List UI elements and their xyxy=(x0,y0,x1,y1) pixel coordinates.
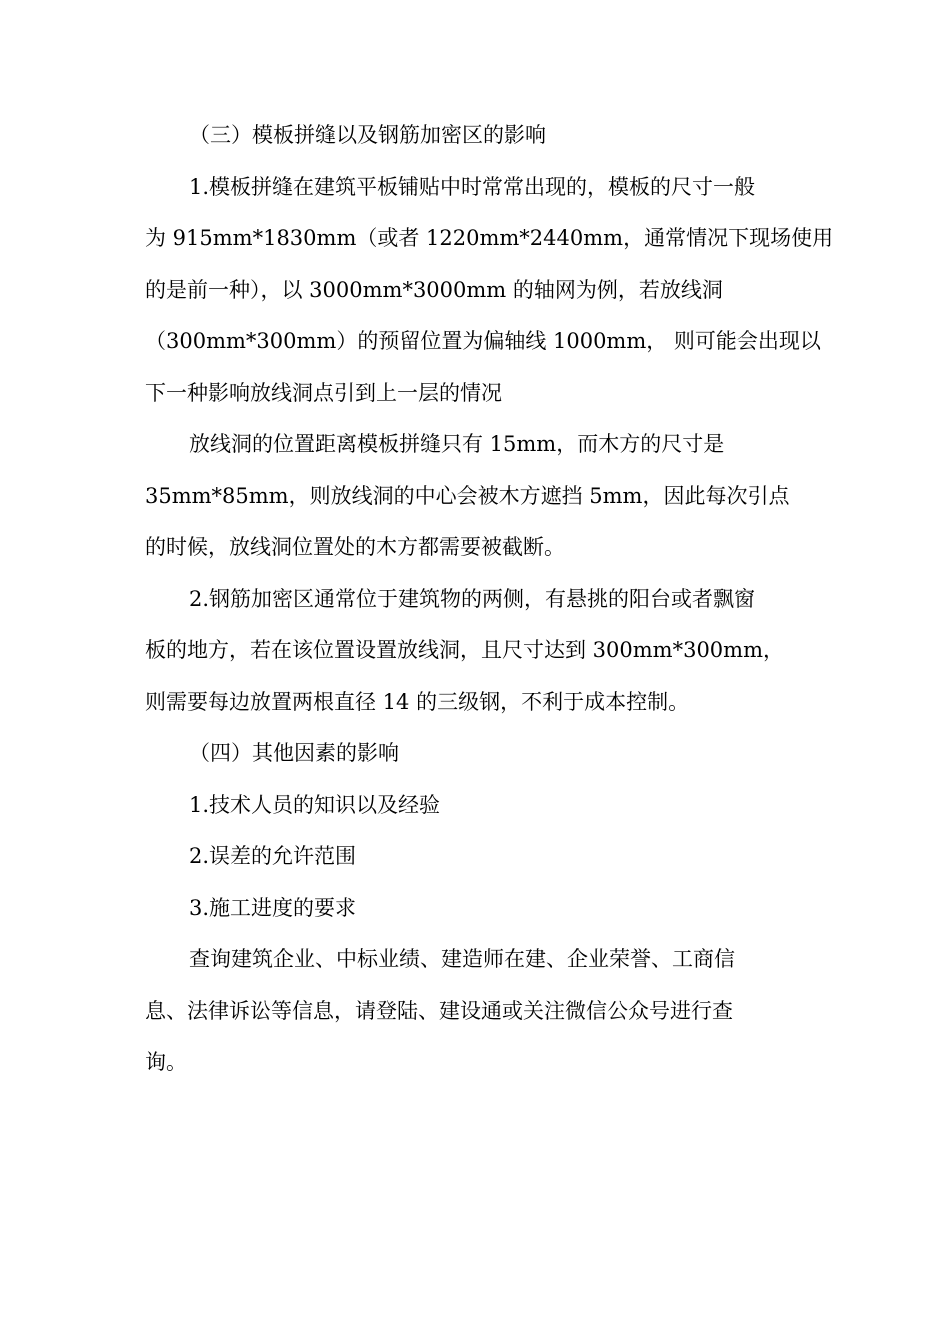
paragraph-line: 的时候，放线洞位置处的木方都需要被截断。 xyxy=(145,535,565,559)
paragraph-rebar-dense-zone xyxy=(145,574,815,729)
paragraph-line: 下一种影响放线洞点引到上一层的情况 xyxy=(145,380,502,405)
list-item xyxy=(145,780,815,832)
paragraph-line: 放线洞的位置距离模板拼缝只有 15mm，而木方的尺寸是 xyxy=(189,432,725,456)
paragraph-line: 35mm*85mm，则放线洞的中心会被木方遮挡 5mm，因此每次引点 xyxy=(145,483,790,508)
list-item-text: 3.施工进度的要求 xyxy=(189,895,357,920)
list-item-text: 1.技术人员的知识以及经验 xyxy=(189,792,441,817)
heading-line: （三）模板拼缝以及钢筋加密区的影响 xyxy=(189,123,546,147)
paragraph-line: 2.钢筋加密区通常位于建筑物的两侧，有悬挑的阳台或者飘窗 xyxy=(189,586,756,611)
paragraph-line: 息、法律诉讼等信息，请登陆、建设通或关注微信公众号进行查 xyxy=(145,998,733,1023)
paragraph-line: 的是前一种），以 3000mm*3000mm 的轴网为例，若放线洞 xyxy=(145,277,723,302)
paragraph-line: 查询建筑企业、中标业绩、建造师在建、企业荣誉、工商信 xyxy=(189,947,735,971)
paragraph-line: 板的地方，若在该位置设置放线洞，且尺寸达到 300mm*300mm， xyxy=(145,638,784,662)
paragraph-line: 询。 xyxy=(145,1050,187,1074)
section-heading-4 xyxy=(145,728,815,780)
list-item xyxy=(145,883,815,935)
list-item-text: 2.误差的允许范围 xyxy=(189,844,357,868)
section-heading-3 xyxy=(145,110,815,162)
paragraph-formwork-seams xyxy=(145,162,834,420)
paragraph-line: 1.模板拼缝在建筑平板铺贴中时常常出现的，模板的尺寸一般 xyxy=(189,174,756,199)
heading-line: （四）其他因素的影响 xyxy=(189,741,399,765)
list-item xyxy=(145,831,815,883)
paragraph-line: 为 915mm*1830mm（或者 1220mm*2440mm，通常情况下现场使用 xyxy=(145,226,834,250)
document-body xyxy=(145,110,834,1089)
paragraph-hole-distance xyxy=(145,419,815,574)
paragraph-line: （300mm*300mm）的预留位置为偏轴线 1000mm， 则可能会出现以 xyxy=(145,329,821,353)
paragraph-line: 则需要每边放置两根直径 14 的三级钢，不利于成本控制。 xyxy=(145,689,690,714)
paragraph-query-info xyxy=(145,934,815,1089)
